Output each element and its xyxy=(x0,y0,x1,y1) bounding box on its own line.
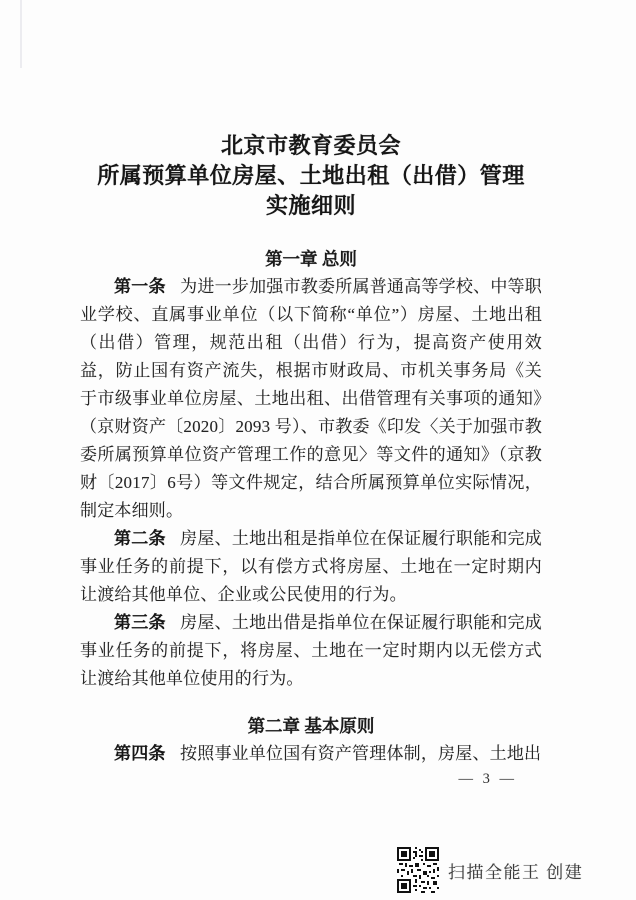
article-2-label: 第二条 xyxy=(114,529,166,548)
chapter-2-heading: 第二章 基本原则 xyxy=(247,716,375,736)
page-number: — 3 — xyxy=(458,771,517,787)
article-3-label: 第三条 xyxy=(114,613,166,632)
article-1-paragraph xyxy=(80,273,542,525)
article-1-text: 为进一步加强市教委所属普通高等学校、中等职业学校、直属事业单位（以下简称“单位”）房屋、土地出租（出借）管理，规范出租（出借）行为，提高资产使用效益，防止国有资产流失，根据市财政局、市机关事务局《关于市级事业单位房屋、土地出租、出借管理有关事项的通知》（京财资产〔2020〕2093 号）、市教委《印发〈关于加强市教委所属预算单位资产管理工作的意见〉等文件的通知》（京教财〔2017〕6号）等文件规定，结合所属预算单位实际情况，制定本细则。 xyxy=(80,277,542,520)
scanner-watermark xyxy=(397,847,583,893)
article-2-text: 房屋、土地出租是指单位在保证履行职能和完成事业任务的前提下，以有偿方式将房屋、土地在一定时期内让渡给其他单位、企业或公民使用的行为。 xyxy=(80,529,542,604)
document-title xyxy=(80,131,542,221)
scan-artifact-line xyxy=(20,0,22,68)
chapter-1-heading: 第一章 总则 xyxy=(265,249,357,269)
article-4-label: 第四条 xyxy=(114,744,166,763)
title-line-3: 实施细则 xyxy=(265,193,356,218)
article-2-paragraph xyxy=(80,525,542,609)
article-4-text: 按照事业单位国有资产管理体制，房屋、土地出 xyxy=(180,744,542,763)
qr-code-icon xyxy=(397,847,439,893)
title-line-1: 北京市教育委员会 xyxy=(220,133,401,158)
article-4-paragraph xyxy=(80,740,542,768)
title-line-2: 所属预算单位房屋、土地出租（出借）管理 xyxy=(97,163,525,188)
article-3-text: 房屋、土地出借是指单位在保证履行职能和完成事业任务的前提下，将房屋、土地在一定时期内以无偿方式让渡给其他单位使用的行为。 xyxy=(80,613,542,688)
article-1-label: 第一条 xyxy=(114,277,166,296)
article-3-paragraph xyxy=(80,609,542,693)
document-content xyxy=(80,0,542,768)
watermark-text: 扫描全能王 创建 xyxy=(448,862,584,882)
